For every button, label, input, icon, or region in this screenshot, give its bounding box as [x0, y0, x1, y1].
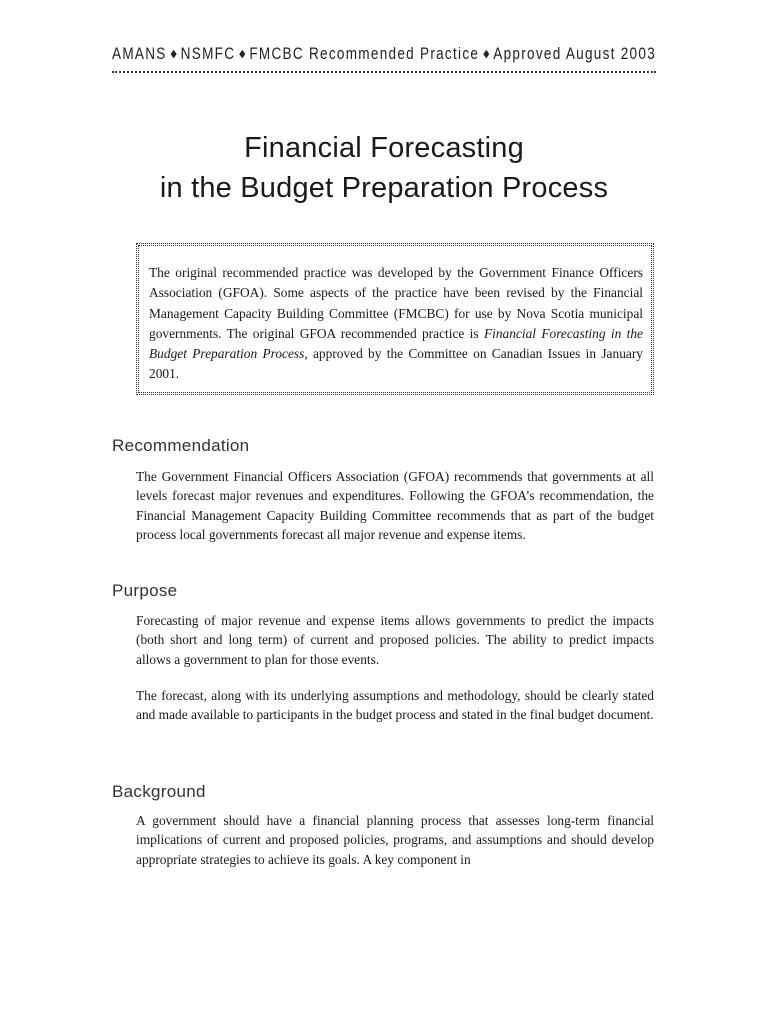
origin-note-text [149, 263, 643, 385]
diamond-separator-icon: ◆ [239, 48, 246, 60]
purpose-paragraph-2: The forecast, along with its underlying assumptions and methodology, should be clearly stated and made available to participants in the budget process and stated in the final budget document. [136, 688, 654, 723]
header-dotted-rule [112, 71, 656, 73]
running-header [112, 44, 657, 64]
purpose-paragraph-1: Forecasting of major revenue and expense items allows governments to predict the impacts (both short and long term) of current and proposed policies. The ability to predict impacts allows a government to plan for those events. [136, 613, 654, 667]
note-original-practice-title: Financial Forecasting in the Budget Preparation Process [149, 325, 643, 362]
background-paragraph: A government should have a financial planning process that assesses long-term financial implications of current and proposed policies, programs, and assumptions and should develop appropriate strategies to achieve its goals. A key component in [136, 813, 654, 867]
title-line-1: Financial Forecasting [244, 132, 524, 164]
recommendation-paragraph: The Government Financial Officers Association (GFOA) recommends that governments at all levels forecast major revenues and expenditures. Following the GFOA’s recommendation, the Financial Management Capacity Building Committee recommends that as part of the budget process local governments forecast all major revenue and expense items. [136, 469, 654, 543]
diamond-separator-icon: ◆ [170, 48, 177, 60]
header-approval-date: Approved August 2003 [493, 44, 657, 63]
note-text-before: The original recommended practice was developed by the Government Finance Officers Association (GFOA). Some aspects of the practice have been revised by the Financial Management Capacity Building Committee (FMCBC) for use by Nova Scotia municipal governments. The original GFOA recommended practice is [149, 265, 643, 341]
document-title [0, 128, 768, 208]
note-text-after: , approved by the Committee on Canadian Issues in January 2001. [149, 346, 643, 382]
diamond-separator-icon: ◆ [483, 48, 490, 60]
header-practice-label: FMCBC Recommended Practice [249, 44, 480, 63]
origin-note-box [136, 243, 654, 395]
title-line-2: in the Budget Preparation Process [159, 172, 609, 204]
heading-recommendation: Recommendation [112, 436, 250, 455]
heading-purpose: Purpose [112, 581, 178, 600]
header-org-nsmfc: NSMFC [180, 44, 236, 63]
heading-background: Background [112, 782, 206, 801]
header-org-amans: AMANS [112, 44, 167, 63]
